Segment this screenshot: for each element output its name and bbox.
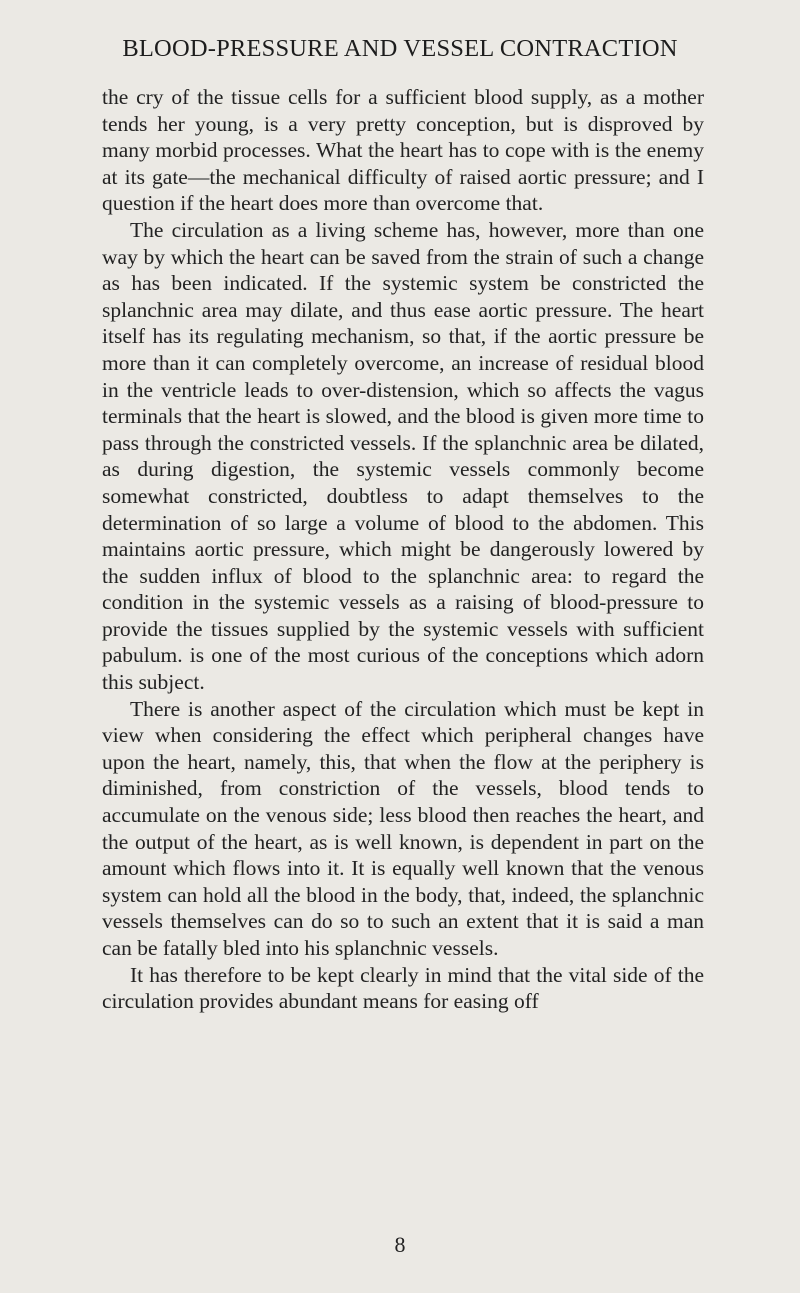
- paragraph-vital-side: It has therefore to be kept clearly in mind that the vital side of the circulation provides abundant means for easing off: [102, 962, 704, 1014]
- paragraph-continued: the cry of the tissue cells for a sufficient blood supply, as a mother tends her young, is a very pretty conception, but is disproved by many morbid processes. What the heart has to cope with is the enemy at its gate—the mechanical difficulty of raised aortic pressure; and I question if the heart does more than overcome that.: [102, 85, 704, 216]
- paragraph-venous-side: There is another aspect of the circulation which must be kept in view when considering the effect which peripheral changes have upon the heart, namely, this, that when the flow at the periphery is diminished, from constriction of the vessels, blood tends to accumulate on the venous side; less blood then reaches the heart, and the output of the heart, as is well known, is dependent in part on the amount which flows into it. It is equally well known that the venous system can hold all the blood in the body, that, indeed, the splanchnic vessels themselves can do so to such an extent that it is said a man can be fatally bled into his splanchnic vessels.: [102, 696, 704, 960]
- running-head: BLOOD-PRESSURE AND VESSEL CONTRACTION: [122, 35, 678, 62]
- page-number: 8: [394, 1232, 406, 1257]
- body-text: [102, 84, 704, 1015]
- paragraph-circulation-scheme: The circulation as a living scheme has, however, more than one way by which the heart can be saved from the strain of such a change as has been indicated. If the systemic system be constricted the splanchnic area may dilate, and thus ease aortic pressure. The heart itself has its regulating mechanism, so that, if the aortic pressure be more than it can completely overcome, an increase of residual blood in the ventricle leads to over-distension, which so affects the vagus terminals that the heart is slowed, and the blood is given more time to pass through the constricted vessels. If the splanchnic area be dilated, as during digestion, the systemic vessels commonly become somewhat constricted, doubtless to adapt themselves to the determination of so large a volume of blood to the abdomen. This maintains aortic pressure, which might be dangerously lowered by the sudden influx of blood to the splanchnic area: to regard the condition in the systemic vessels as a raising of blood-pressure to provide the tissues supplied by the systemic vessels with sufficient pabulum. is one of the most curious of the conceptions which adorn this subject.: [102, 217, 704, 695]
